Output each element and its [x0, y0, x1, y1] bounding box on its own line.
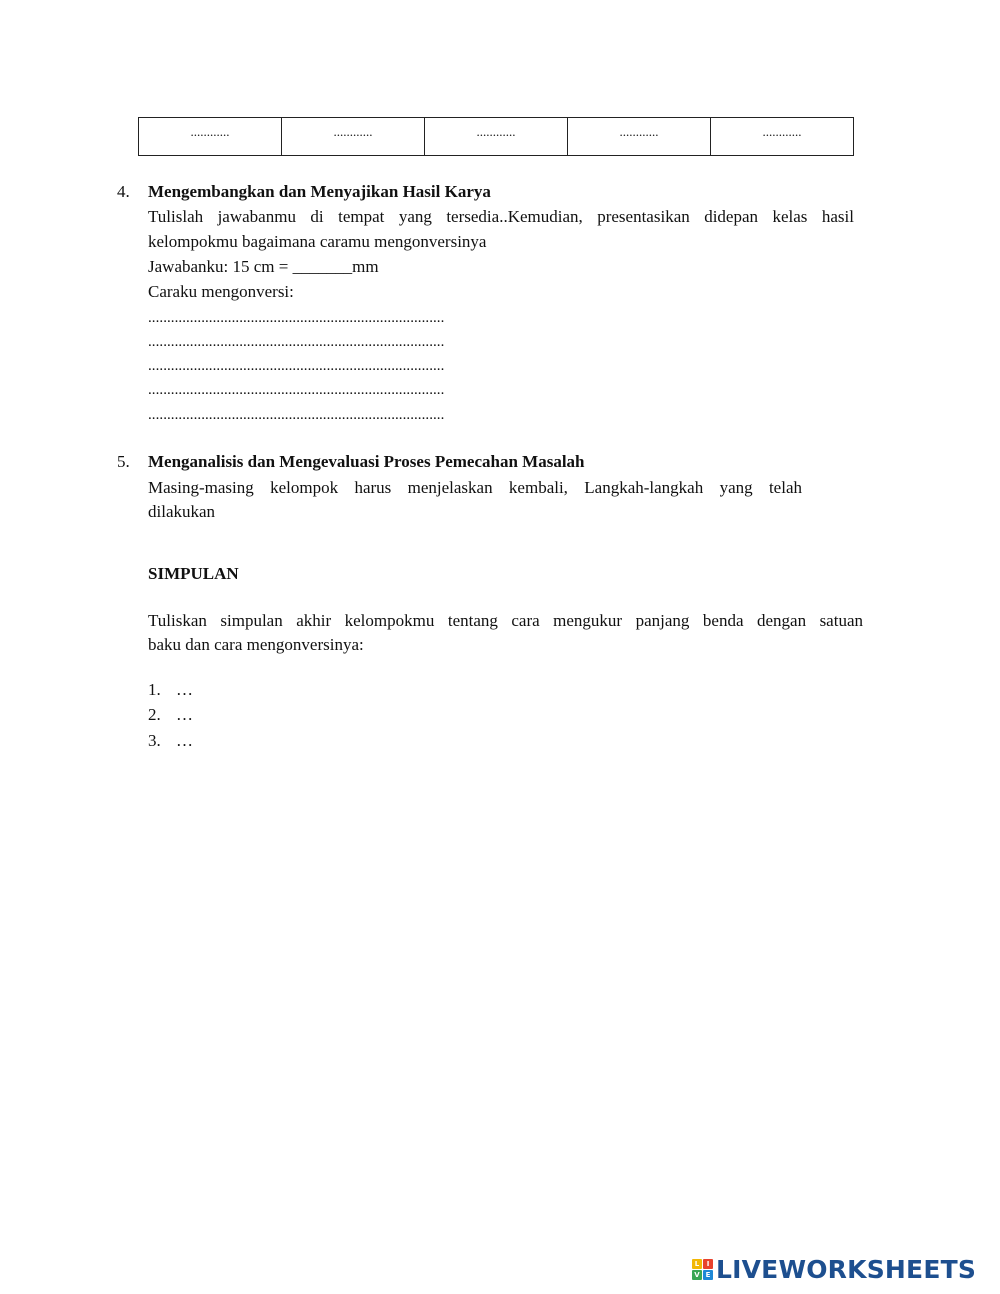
- list-item-number: 2.: [148, 705, 161, 724]
- section5-instruction-line1: Masing-masing kelompok harus menjelaskan kembali, Langkah-langkah yang telah: [148, 478, 802, 497]
- section4-instruction-line2: kelompokmu bagaimana caramu mengonversinya: [148, 232, 487, 251]
- method-label: Caraku mengonversi:: [148, 282, 294, 301]
- section5-instruction-line2: dilakukan: [148, 502, 216, 521]
- answer-cell[interactable]: ............: [139, 118, 282, 156]
- answer-cell[interactable]: ............: [425, 118, 568, 156]
- list-item[interactable]: …: [176, 731, 193, 750]
- answer-cell[interactable]: ............: [711, 118, 854, 156]
- dot-answer-line[interactable]: ..............................................................................: [148, 382, 445, 398]
- section5-number: 5.: [117, 452, 130, 471]
- conclusion-line2: baku dan cara mengonversinya:: [148, 635, 364, 654]
- logo-mark-letter: L: [692, 1259, 702, 1269]
- conclusion-heading: SIMPULAN: [148, 564, 239, 583]
- list-item[interactable]: …: [176, 705, 193, 724]
- logo-mark-letter: I: [703, 1259, 713, 1269]
- logo-mark-icon: [692, 1259, 713, 1280]
- dot-answer-line[interactable]: ..............................................................................: [148, 358, 445, 374]
- logo-mark-letter: E: [703, 1270, 713, 1280]
- answer-cell[interactable]: ............: [568, 118, 711, 156]
- answer-line[interactable]: Jawabanku: 15 cm = _______mm: [148, 257, 379, 276]
- answer-cell[interactable]: ............: [282, 118, 425, 156]
- list-item[interactable]: …: [176, 680, 193, 699]
- section5-title: Menganalisis dan Mengevaluasi Proses Pemecahan Masalah: [148, 452, 585, 471]
- table-row: [139, 118, 854, 156]
- dot-answer-line[interactable]: ..............................................................................: [148, 334, 445, 350]
- conclusion-line1: Tuliskan simpulan akhir kelompokmu tentang cara mengukur panjang benda dengan satuan: [148, 611, 863, 630]
- logo-text: LIVEWORKSHEETS: [716, 1254, 977, 1284]
- liveworksheets-logo: [692, 1254, 976, 1284]
- answer-table: [138, 117, 854, 156]
- list-item-number: 1.: [148, 680, 161, 699]
- section4-instruction-line1: Tulislah jawabanmu di tempat yang tersedia..Kemudian, presentasikan didepan kelas hasil: [148, 207, 854, 226]
- section4-number: 4.: [117, 182, 130, 201]
- logo-mark-letter: V: [692, 1270, 702, 1280]
- dot-answer-line[interactable]: ..............................................................................: [148, 407, 445, 423]
- list-item-number: 3.: [148, 731, 161, 750]
- section4-title: Mengembangkan dan Menyajikan Hasil Karya: [148, 182, 491, 201]
- dot-answer-line[interactable]: ..............................................................................: [148, 310, 445, 326]
